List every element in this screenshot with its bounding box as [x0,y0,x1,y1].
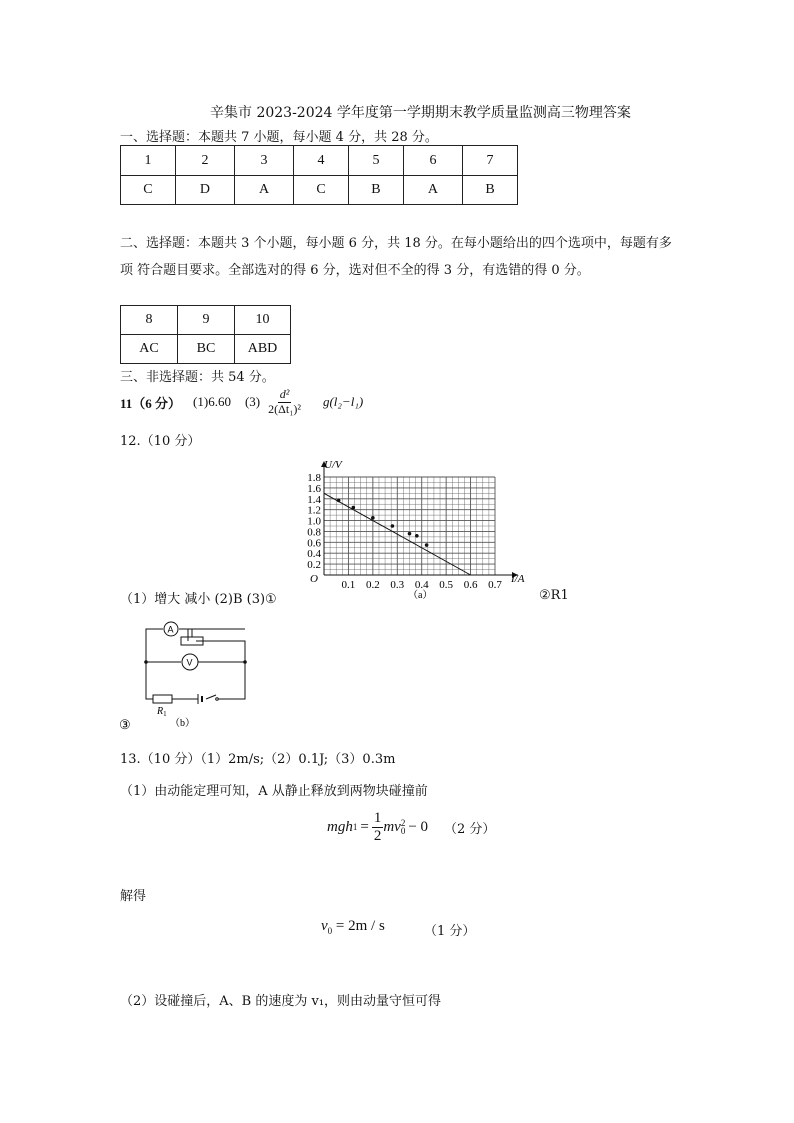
y-tick-label: 1.0 [307,515,321,528]
answer-table-2 [120,305,291,364]
table-cell: 1 [121,146,176,176]
q12-label: 12.（10 分） [120,434,201,449]
equation-2 [321,918,385,936]
circuit-caption: （b） [170,718,195,729]
x-axis-label: I/A [511,573,525,585]
eq1-left-sub: 1 [352,822,358,832]
table-cell: 3 [235,146,294,176]
eq2-left-sub: 0 [327,926,333,936]
table-row-answers [121,176,518,205]
section1-heading: 一、选择题：本题共 7 小题，每小题 4 分，共 28 分。 [120,130,438,145]
solve-label: 解得 [120,889,147,904]
eq1-score: （2 分） [444,822,496,837]
y-tick-label: 0.4 [307,548,321,561]
y-axis-label: U/V [324,459,342,471]
x-tick-label: 0.1 [341,579,356,591]
switch [206,695,216,699]
x-tick-label: 0.4 [414,579,429,591]
eq1-right-sup: 2 [400,817,406,828]
q13-p2-intro: （2）设碰撞后，A、B 的速度为 v₁，则由动量守恒可得 [120,994,442,1009]
table-cell: 6 [403,146,462,176]
table-cell: 2 [175,146,234,176]
equation-1 [327,808,428,846]
section2-heading-line1: 二、选择题：本题共 3 个小题，每小题 6 分，共 18 分。在每小题给出的四个选项中，每题有多 [120,236,672,251]
table-row-numbers [121,146,518,176]
resistor-r1 [153,695,172,703]
x-tick-label: 0.7 [488,579,502,591]
eq1-left: mgh [327,818,353,835]
y-tick-label: 1.6 [307,482,321,495]
x-tick-label: 0.5 [439,579,454,591]
y-tick-label: 1.4 [307,493,321,506]
graph-caption: （a） [408,590,433,601]
eq1-tail: − 0 [408,818,429,835]
table-cell: AC [121,335,178,364]
table-row-numbers [121,306,291,335]
q12-answer-right: ②R1 [539,588,569,603]
eq1-right-sub: 0 [400,826,406,836]
table-cell: A [235,176,294,205]
circuit-marker: ③ [119,718,131,733]
answer-table-1 [120,145,518,205]
q11-answer [120,386,363,418]
section3-heading: 三、非选择题：共 54 分。 [120,370,275,385]
x-tick-label: 0.2 [365,579,380,591]
data-point [337,499,341,503]
eq2-right: = 2m / s [335,918,385,934]
q11-part3-prefix: (3) [244,394,261,409]
graph-axes [321,461,518,578]
q13-p1-intro: （1）由动能定理可知，A 从静止释放到两物块碰撞前 [120,784,428,799]
table-cell: D [175,176,234,205]
table-row-answers [121,335,291,364]
eq2-score: （1 分） [424,924,476,939]
eq2-left: v [321,918,328,934]
data-point [391,524,395,528]
table-cell: ABD [235,335,291,364]
circuit-wire [196,641,245,699]
table-cell: 5 [349,146,404,176]
q11-fraction [266,388,303,415]
origin-label: O [310,573,318,585]
y-tick-label: 0.2 [307,559,321,572]
table-cell: C [121,176,176,205]
eq1-right: mv [383,818,401,835]
table-cell: 8 [121,306,178,335]
data-point [371,516,375,520]
table-cell: 7 [463,146,518,176]
resistor-label: $R_1$ [157,706,167,718]
ui-graph [290,455,550,605]
data-points [337,499,429,547]
circuit-wire [146,629,163,662]
q13-label: 13.（10 分）（1）2m/s;（2）0.1J;（3）0.3m [120,752,396,767]
y-tick-label: 0.6 [307,537,321,550]
q12-answer-line: （1）增大 减小 (2)B (3)① [120,592,277,607]
ammeter-label: A [167,624,174,635]
circuit-wire [146,662,153,699]
q11-frac-den: 2(Δt₁)² [268,401,301,416]
q11-label: 11（6 分） [120,395,182,411]
junction [243,660,247,664]
x-tick-label: 0.6 [463,579,478,591]
table-cell: B [463,176,518,205]
eq1-frac-num: 1 [373,810,382,826]
data-point [425,543,429,547]
q11-frac-num: d² [279,387,290,402]
data-point [352,506,356,510]
q11-tail: g(l₂−l₁) [322,394,364,409]
y-tick-label: 1.8 [307,472,321,484]
page-title: 辛集市 2023-2024 学年度第一学期期末教学质量监测高三物理答案 [210,105,631,121]
voltmeter-label: V [186,657,193,668]
table-cell: B [349,176,404,205]
x-tick-label: 0.3 [390,579,405,591]
table-cell: 10 [235,306,291,335]
table-cell: 9 [178,306,235,335]
table-cell: A [403,176,462,205]
circuit-diagram [118,615,258,735]
table-cell: C [294,176,349,205]
data-point [415,534,419,538]
q11-part1: (1)6.60 [193,394,231,409]
eq1-fraction [372,810,384,844]
eq1-equals: = [360,818,369,835]
graph-grid [324,477,495,575]
table-cell: 4 [294,146,349,176]
junction [144,660,148,664]
y-tick-label: 1.2 [307,504,321,517]
table-cell: BC [178,335,235,364]
data-point [408,532,412,536]
eq1-frac-den: 2 [373,827,382,844]
y-tick-label: 0.8 [307,526,321,539]
section2-heading-line2: 项 符合题目要求。全部选对的得 6 分，选对但不全的得 3 分，有选错的得 0 分。 [120,263,590,278]
